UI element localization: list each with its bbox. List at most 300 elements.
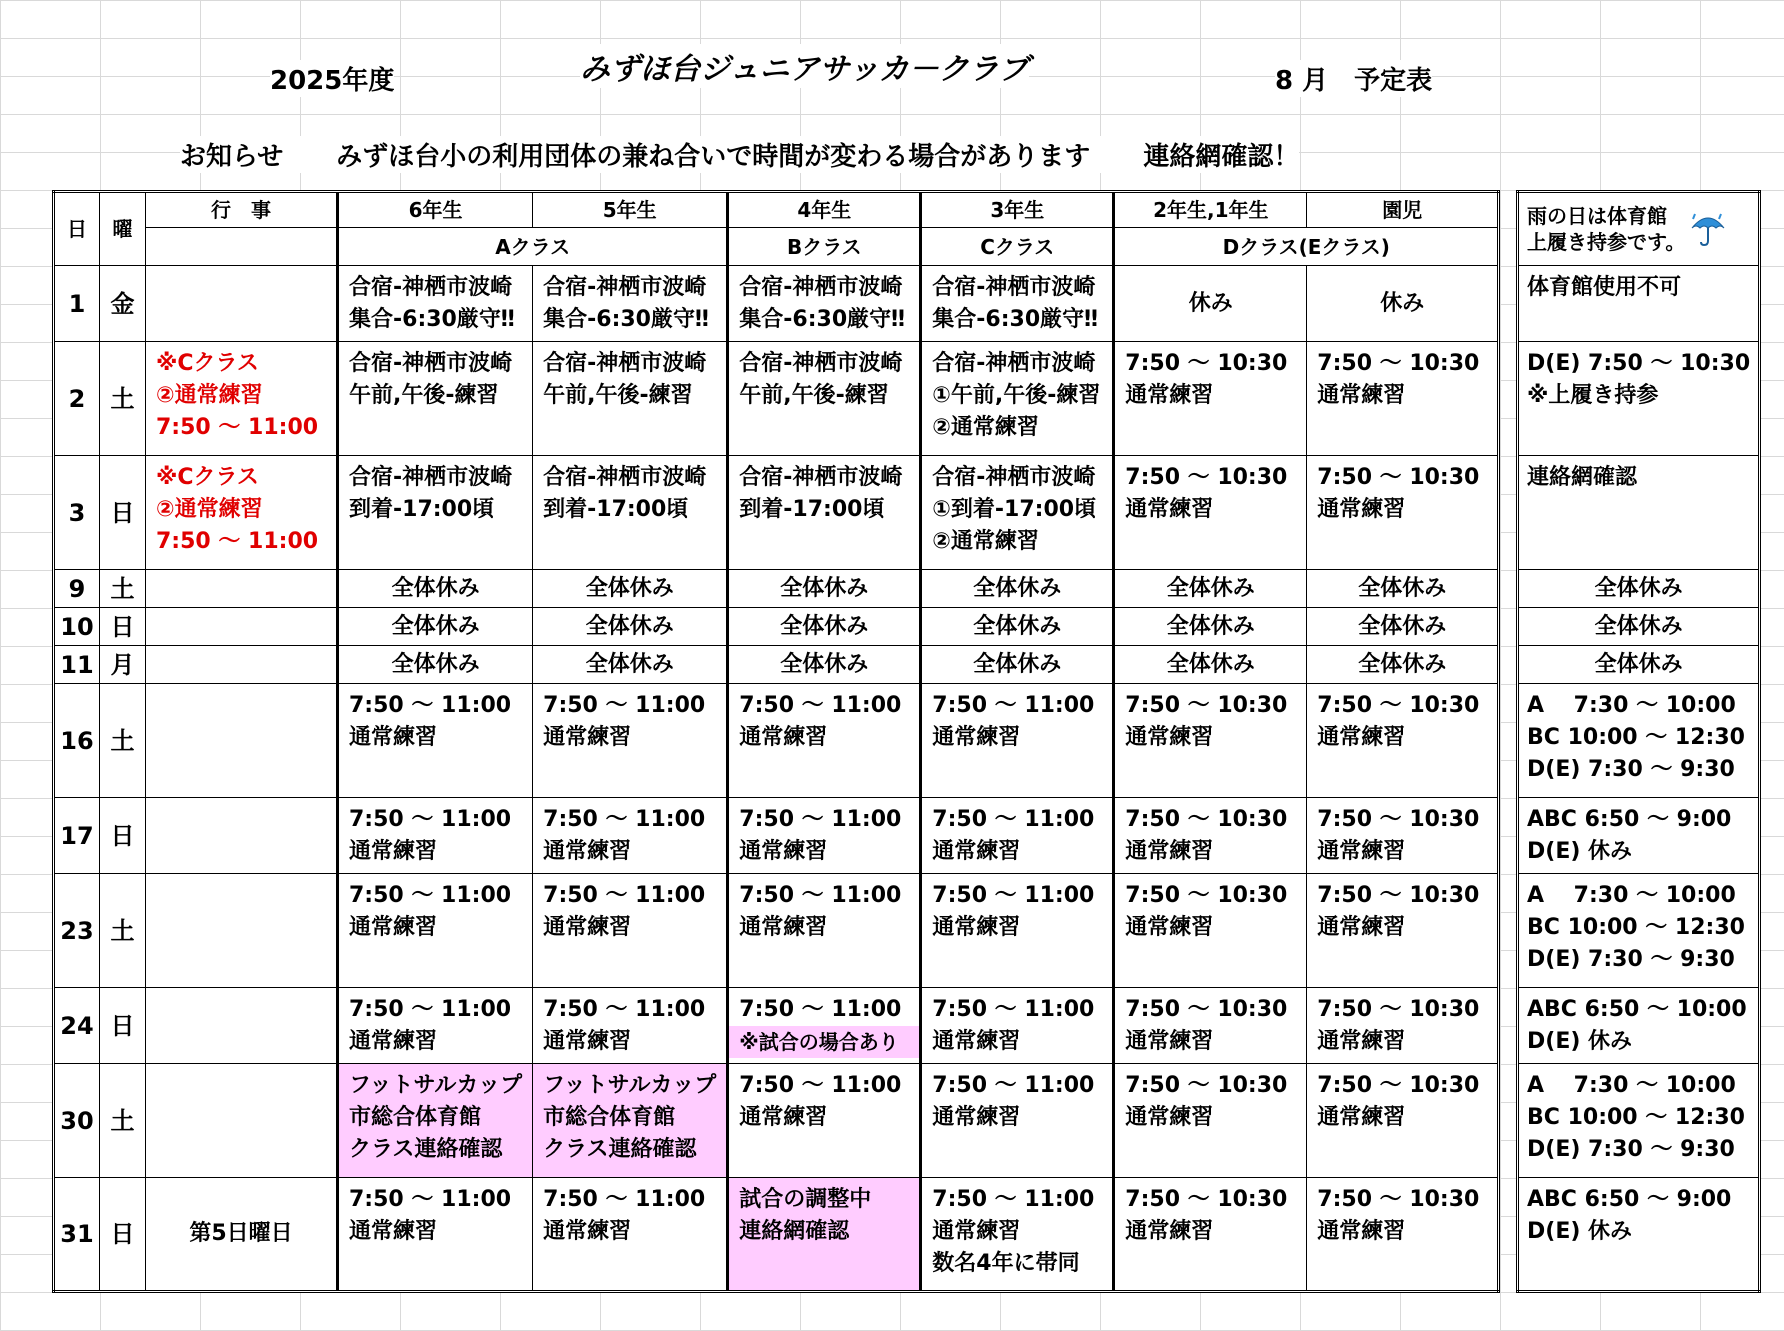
day-number: 17	[54, 798, 100, 874]
grade3-cell-line: 7:50 ～ 11:00	[932, 1073, 1095, 1098]
grade21-cell-line: 通常練習	[1125, 915, 1214, 940]
weekday: 日	[100, 1178, 146, 1292]
grade3-cell-line: ②通常練習	[932, 415, 1039, 440]
grade6-cell	[338, 798, 533, 874]
grade21-cell-line: 通常練習	[1125, 1029, 1214, 1054]
rain-row-aug-16	[1518, 684, 1760, 798]
kinder-cell-line: 休み	[1380, 290, 1425, 316]
grade5-cell	[533, 646, 728, 684]
kinder-cell-line: 7:50 ～ 10:30	[1317, 1073, 1480, 1098]
grade3-cell	[921, 646, 1114, 684]
grade4-cell	[728, 342, 921, 456]
rain-day-cell-line: A 7:30 ～ 10:00	[1527, 693, 1736, 718]
grade5-cell-line: クラス連絡確認	[543, 1137, 697, 1162]
grade5-cell-line: 合宿-神栖市波崎	[543, 351, 707, 376]
rain-row-aug-24	[1518, 988, 1760, 1064]
grade21-cell-line: 通常練習	[1125, 1219, 1214, 1244]
grade4-cell-line: 試合の調整中	[739, 1187, 872, 1212]
rain-day-cell-line: BC 10:00 ～ 12:30	[1527, 915, 1745, 940]
grade6-cell-line: 到着-17:00頃	[349, 497, 495, 522]
grade3-cell-line: 7:50 ～ 11:00	[932, 693, 1095, 718]
rain-day-cell	[1518, 874, 1760, 988]
kinder-cell-line: 7:50 ～ 10:30	[1317, 883, 1480, 908]
grade4-cell	[728, 608, 921, 646]
schedule-row-aug-31	[54, 1178, 1499, 1292]
schedule-row-aug-2	[54, 342, 1499, 456]
kinder-cell-line: 7:50 ～ 10:30	[1317, 351, 1480, 376]
rain-day-header-line2: 上履き持参です。	[1527, 230, 1686, 254]
kinder-cell	[1307, 646, 1499, 684]
grade4-cell	[728, 684, 921, 798]
rain-row-aug-9	[1518, 570, 1760, 608]
grade6-cell-line: 通常練習	[349, 725, 438, 750]
grade21-cell	[1114, 608, 1307, 646]
grade6-cell	[338, 570, 533, 608]
notice-tail: 連絡網確認！	[1143, 142, 1300, 172]
event-cell	[146, 456, 338, 570]
rain-day-cell	[1518, 266, 1760, 342]
event-cell-line: ※Cクラス	[156, 351, 259, 376]
rain-row-aug-10	[1518, 608, 1760, 646]
col-header-weekday: 曜	[100, 192, 146, 266]
col-header-grade6: 6年生	[338, 192, 533, 228]
grade4-cell-line: 全体休み	[780, 613, 869, 639]
grade5-cell	[533, 608, 728, 646]
grade6-cell-line: クラス連絡確認	[349, 1137, 503, 1162]
notice-text: みずほ台小の利用団体の兼ね合いで時間が変わる場合があります	[336, 142, 1091, 172]
rain-row-aug-3	[1518, 456, 1760, 570]
grade21-cell-line: 7:50 ～ 10:30	[1125, 693, 1288, 718]
grade5-cell	[533, 798, 728, 874]
kinder-cell	[1307, 266, 1499, 342]
grade4-cell	[728, 456, 921, 570]
rain-day-cell	[1518, 1064, 1760, 1178]
grade5-cell-line: フットサルカップ	[543, 1073, 717, 1098]
grade5-cell-line: 通常練習	[543, 1029, 632, 1054]
grade5-cell	[533, 570, 728, 608]
grade6-cell	[338, 1178, 533, 1292]
rain-day-header	[1518, 192, 1760, 266]
rain-day-cell-line: D(E) 7:30 ～ 9:30	[1527, 947, 1735, 972]
grade3-cell	[921, 874, 1114, 988]
grade4-cell-line: 7:50 ～ 11:00	[739, 807, 902, 832]
grade6-cell-line: 通常練習	[349, 839, 438, 864]
kinder-cell	[1307, 798, 1499, 874]
schedule-row-aug-16	[54, 684, 1499, 798]
grade21-cell	[1114, 342, 1307, 456]
grade6-cell-line: 合宿-神栖市波崎	[349, 465, 513, 490]
grade21-cell-line: 7:50 ～ 10:30	[1125, 807, 1288, 832]
weekday: 土	[100, 874, 146, 988]
grade21-cell-line: 通常練習	[1125, 839, 1214, 864]
weekday: 月	[100, 646, 146, 684]
grade4-cell-line: 全体休み	[780, 575, 869, 601]
grade3-cell-line: 全体休み	[973, 575, 1062, 601]
notice-row	[180, 136, 1299, 173]
grade21-cell-line: 全体休み	[1166, 651, 1255, 677]
grade4-cell	[728, 1064, 921, 1178]
grade6-cell	[338, 608, 533, 646]
weekday: 土	[100, 684, 146, 798]
rain-day-cell-line: A 7:30 ～ 10:00	[1527, 1073, 1736, 1098]
grade21-cell-line: 7:50 ～ 10:30	[1125, 997, 1288, 1022]
grade5-cell-line: 合宿-神栖市波崎	[543, 465, 707, 490]
grade21-cell-line: 通常練習	[1125, 383, 1214, 408]
kinder-cell-line: 7:50 ～ 10:30	[1317, 807, 1480, 832]
rain-row-aug-1	[1518, 266, 1760, 342]
schedule-row-aug-3	[54, 456, 1499, 570]
grade5-cell	[533, 342, 728, 456]
grade3-cell-line: 全体休み	[973, 651, 1062, 677]
rain-day-cell	[1518, 646, 1760, 684]
grade21-cell-line: 7:50 ～ 10:30	[1125, 465, 1288, 490]
day-number: 2	[54, 342, 100, 456]
notice-label: お知らせ	[180, 142, 284, 172]
rain-day-cell-line: BC 10:00 ～ 12:30	[1527, 1105, 1745, 1130]
rain-day-cell	[1518, 1178, 1760, 1292]
grade5-cell	[533, 684, 728, 798]
grade3-cell-line: 7:50 ～ 11:00	[932, 883, 1095, 908]
grade21-cell	[1114, 1178, 1307, 1292]
rain-day-cell	[1518, 342, 1760, 456]
schedule-table	[52, 190, 1500, 1293]
rain-row-aug-2	[1518, 342, 1760, 456]
grade4-cell-line: 午前,午後-練習	[739, 383, 889, 408]
rain-row-aug-11	[1518, 646, 1760, 684]
grade6-cell	[338, 266, 533, 342]
kinder-cell	[1307, 684, 1499, 798]
col-header-class-a: Aクラス	[338, 228, 728, 266]
grade6-cell-line: 全体休み	[391, 613, 480, 639]
rain-day-cell	[1518, 456, 1760, 570]
kinder-cell-line: 7:50 ～ 10:30	[1317, 997, 1480, 1022]
event-cell	[146, 1178, 338, 1292]
kinder-cell	[1307, 988, 1499, 1064]
grade5-cell-line: 全体休み	[585, 575, 674, 601]
grade21-cell	[1114, 1064, 1307, 1178]
col-header-grade21: 2年生,1年生	[1114, 192, 1307, 228]
rain-day-cell-line: D(E) 休み	[1527, 1029, 1633, 1054]
club-name-title: みずほ台ジュニアサッカ－クラブ	[580, 44, 1029, 88]
grade5-cell-line: 合宿-神栖市波崎	[543, 275, 707, 300]
col-header-class-b: Bクラス	[728, 228, 921, 266]
grade3-cell-line: 合宿-神栖市波崎	[932, 275, 1096, 300]
event-cell	[146, 684, 338, 798]
kinder-cell	[1307, 570, 1499, 608]
grade3-cell-line: 通常練習	[932, 1105, 1021, 1130]
rain-row-aug-23	[1518, 874, 1760, 988]
grade5-cell-line: 市総合体育館	[543, 1105, 676, 1130]
rain-row-aug-31	[1518, 1178, 1760, 1292]
grade6-cell-line: 合宿-神栖市波崎	[349, 275, 513, 300]
grade21-cell	[1114, 646, 1307, 684]
day-number: 30	[54, 1064, 100, 1178]
kinder-cell-line: 全体休み	[1358, 575, 1447, 601]
grade6-cell-line: 7:50 ～ 11:00	[349, 997, 512, 1022]
grade21-cell-line: 休み	[1188, 290, 1233, 316]
rain-day-header-line1: 雨の日は体育館	[1527, 204, 1667, 228]
grade4-cell-line: 合宿-神栖市波崎	[739, 465, 903, 490]
header-row-classes	[54, 228, 1499, 266]
grade3-cell-line: 7:50 ～ 11:00	[932, 1187, 1095, 1212]
schedule-row-aug-10	[54, 608, 1499, 646]
rain-day-cell-line: ※上履き持参	[1527, 383, 1659, 408]
schedule-row-aug-9	[54, 570, 1499, 608]
grade6-cell-line: 合宿-神栖市波崎	[349, 351, 513, 376]
grade6-cell	[338, 342, 533, 456]
grade6-cell-line: フットサルカップ	[349, 1073, 523, 1098]
day-number: 11	[54, 646, 100, 684]
grade5-cell-line: 通常練習	[543, 915, 632, 940]
grade5-cell	[533, 1064, 728, 1178]
grade3-cell-line: ①午前,午後-練習	[932, 383, 1101, 408]
event-cell-line: 7:50 ～ 11:00	[156, 415, 319, 440]
rain-day-cell-line: 全体休み	[1594, 651, 1683, 677]
schedule-row-aug-23	[54, 874, 1499, 988]
day-number: 24	[54, 988, 100, 1064]
grade3-cell	[921, 798, 1114, 874]
grade5-cell-line: 通常練習	[543, 1219, 632, 1244]
grade3-cell-line: 合宿-神栖市波崎	[932, 351, 1096, 376]
grade5-cell	[533, 1178, 728, 1292]
umbrella-icon	[1689, 210, 1727, 248]
grade6-cell	[338, 874, 533, 988]
grade4-cell	[728, 266, 921, 342]
grade3-cell	[921, 684, 1114, 798]
col-header-class-d: Dクラス(Eクラス)	[1114, 228, 1499, 266]
grade3-cell	[921, 456, 1114, 570]
grade3-cell-line: 通常練習	[932, 839, 1021, 864]
grade21-cell	[1114, 266, 1307, 342]
kinder-cell-line: 通常練習	[1317, 1029, 1406, 1054]
schedule-row-aug-17	[54, 798, 1499, 874]
grade4-cell-line: 通常練習	[739, 725, 828, 750]
grade4-cell-line: 全体休み	[780, 651, 869, 677]
grade4-cell-line: 合宿-神栖市波崎	[739, 275, 903, 300]
grade21-cell-line: 7:50 ～ 10:30	[1125, 1187, 1288, 1212]
grade6-cell-line: 全体休み	[391, 575, 480, 601]
grade3-cell-line: 全体休み	[973, 613, 1062, 639]
kinder-cell	[1307, 1064, 1499, 1178]
grade21-cell	[1114, 456, 1307, 570]
event-cell	[146, 342, 338, 456]
grade3-cell	[921, 988, 1114, 1064]
grade3-cell-line: 通常練習	[932, 915, 1021, 940]
rain-day-cell-line: ABC 6:50 ～ 9:00	[1527, 1187, 1732, 1212]
grade4-cell-line: 7:50 ～ 11:00	[739, 883, 902, 908]
grade4-cell-line: 連絡網確認	[739, 1219, 850, 1244]
grade4-cell	[728, 1178, 921, 1292]
kinder-cell-line: 通常練習	[1317, 839, 1406, 864]
grade3-cell	[921, 1178, 1114, 1292]
day-number: 9	[54, 570, 100, 608]
grade5-cell-line: 7:50 ～ 11:00	[543, 807, 706, 832]
grade3-cell-line: 数名4年に帯同	[932, 1251, 1080, 1276]
grade4-cell	[728, 646, 921, 684]
grade5-cell-line: 7:50 ～ 11:00	[543, 693, 706, 718]
rain-day-cell-line: BC 10:00 ～ 12:30	[1527, 725, 1745, 750]
schedule-row-aug-11	[54, 646, 1499, 684]
grade21-cell-line: 通常練習	[1125, 1105, 1214, 1130]
kinder-cell-line: 全体休み	[1358, 613, 1447, 639]
grade6-cell	[338, 646, 533, 684]
grade4-cell-line: 通常練習	[739, 915, 828, 940]
grade3-cell	[921, 608, 1114, 646]
kinder-cell-line: 通常練習	[1317, 383, 1406, 408]
grade6-cell-line: 7:50 ～ 11:00	[349, 693, 512, 718]
grade3-cell	[921, 570, 1114, 608]
day-number: 10	[54, 608, 100, 646]
grade4-cell	[728, 988, 921, 1064]
col-header-kinder: 園児	[1307, 192, 1499, 228]
grade3-cell-line: 7:50 ～ 11:00	[932, 997, 1095, 1022]
event-cell-line: ※Cクラス	[156, 465, 259, 490]
rain-day-cell-line: D(E) 休み	[1527, 839, 1633, 864]
grade5-cell-line: 7:50 ～ 11:00	[543, 1187, 706, 1212]
grade6-cell-line: 市総合体育館	[349, 1105, 482, 1130]
grade6-cell-line: 7:50 ～ 11:00	[349, 807, 512, 832]
kinder-cell	[1307, 456, 1499, 570]
rain-day-cell-line: D(E) 7:30 ～ 9:30	[1527, 757, 1735, 782]
event-cell	[146, 988, 338, 1064]
grade6-cell	[338, 988, 533, 1064]
rain-day-cell-line: 全体休み	[1594, 613, 1683, 639]
event-cell-line: ②通常練習	[156, 497, 263, 522]
grade3-cell-line: 合宿-神栖市波崎	[932, 465, 1096, 490]
grade5-cell-line: 午前,午後-練習	[543, 383, 693, 408]
grade5-cell	[533, 456, 728, 570]
col-header-event: 行 事	[146, 192, 338, 228]
grade5-cell-line: 通常練習	[543, 839, 632, 864]
event-cell	[146, 646, 338, 684]
rain-day-cell-line: A 7:30 ～ 10:00	[1527, 883, 1736, 908]
grade6-cell-line: 午前,午後-練習	[349, 383, 499, 408]
grade5-cell-line: 7:50 ～ 11:00	[543, 883, 706, 908]
grade21-cell	[1114, 570, 1307, 608]
grade21-cell	[1114, 874, 1307, 988]
grade4-cell-line: 合宿-神栖市波崎	[739, 351, 903, 376]
weekday: 日	[100, 988, 146, 1064]
event-cell	[146, 874, 338, 988]
grade5-cell-line: 全体休み	[585, 651, 674, 677]
rain-day-cell-line: 連絡網確認	[1527, 465, 1638, 490]
grade3-cell	[921, 1064, 1114, 1178]
day-number: 1	[54, 266, 100, 342]
event-cell	[146, 266, 338, 342]
event-cell-line: 第5日曜日	[189, 1221, 293, 1246]
grade6-cell	[338, 456, 533, 570]
rain-day-cell	[1518, 570, 1760, 608]
event-cell	[146, 570, 338, 608]
weekday: 日	[100, 456, 146, 570]
grade21-cell-line: 通常練習	[1125, 725, 1214, 750]
kinder-cell-line: 7:50 ～ 10:30	[1317, 1187, 1480, 1212]
schedule-row-aug-24	[54, 988, 1499, 1064]
grade5-cell	[533, 874, 728, 988]
rain-day-cell-line: D(E) 休み	[1527, 1219, 1633, 1244]
grade21-cell-line: 全体休み	[1166, 613, 1255, 639]
event-cell	[146, 798, 338, 874]
col-header-grade4: 4年生	[728, 192, 921, 228]
grade21-cell	[1114, 684, 1307, 798]
weekday: 土	[100, 570, 146, 608]
month-schedule-title: 8 月 予定表	[1275, 60, 1432, 97]
weekday: 土	[100, 1064, 146, 1178]
grade3-cell-line: 通常練習	[932, 725, 1021, 750]
rain-day-cell	[1518, 608, 1760, 646]
rain-row-aug-30	[1518, 1064, 1760, 1178]
kinder-cell	[1307, 608, 1499, 646]
rain-day-cell-line: D(E) 7:50 ～ 10:30	[1527, 351, 1751, 376]
rain-day-cell-line: D(E) 7:30 ～ 9:30	[1527, 1137, 1735, 1162]
rain-day-cell-line: ABC 6:50 ～ 10:00	[1527, 997, 1747, 1022]
grade3-cell	[921, 342, 1114, 456]
kinder-cell-line: 通常練習	[1317, 1219, 1406, 1244]
grade5-cell-line: 7:50 ～ 11:00	[543, 997, 706, 1022]
grade6-cell-line: 通常練習	[349, 1029, 438, 1054]
fiscal-year: 2025年度	[270, 60, 394, 97]
kinder-cell-line: 7:50 ～ 10:30	[1317, 693, 1480, 718]
grade21-cell-line: 全体休み	[1166, 575, 1255, 601]
grade3-cell-line: ①到着-17:00頃	[932, 497, 1097, 522]
rain-day-cell-line: ABC 6:50 ～ 9:00	[1527, 807, 1732, 832]
grade6-cell-line: 通常練習	[349, 1219, 438, 1244]
grade21-cell	[1114, 988, 1307, 1064]
grade3-cell-line: ②通常練習	[932, 529, 1039, 554]
grade4-cell-line: ※試合の場合あり	[729, 1026, 919, 1058]
grade3-cell	[921, 266, 1114, 342]
kinder-cell-line: 7:50 ～ 10:30	[1317, 465, 1480, 490]
grade4-cell-line: 通常練習	[739, 839, 828, 864]
grade6-cell	[338, 1064, 533, 1178]
col-header-class-c: Cクラス	[921, 228, 1114, 266]
col-header-grade5: 5年生	[533, 192, 728, 228]
grade6-cell-line: 7:50 ～ 11:00	[349, 883, 512, 908]
grade4-cell-line: 7:50 ～ 11:00	[739, 693, 902, 718]
header-row-grades	[54, 192, 1499, 228]
rain-day-table	[1516, 190, 1761, 1293]
kinder-cell	[1307, 1178, 1499, 1292]
grade3-cell-line: 集合-6:30厳守‼	[932, 307, 1098, 332]
rain-day-header-row	[1518, 192, 1760, 266]
event-cell-line: ②通常練習	[156, 383, 263, 408]
weekday: 日	[100, 798, 146, 874]
kinder-cell-line: 全体休み	[1358, 651, 1447, 677]
day-number: 16	[54, 684, 100, 798]
weekday: 日	[100, 608, 146, 646]
day-number: 3	[54, 456, 100, 570]
kinder-cell	[1307, 874, 1499, 988]
event-cell-line: 7:50 ～ 11:00	[156, 529, 319, 554]
weekday: 金	[100, 266, 146, 342]
grade4-cell-line: 到着-17:00頃	[739, 497, 885, 522]
grade5-cell-line: 到着-17:00頃	[543, 497, 689, 522]
weekday: 土	[100, 342, 146, 456]
grade4-cell-line: 通常練習	[739, 1105, 828, 1130]
grade21-cell-line: 7:50 ～ 10:30	[1125, 883, 1288, 908]
grade3-cell-line: 通常練習	[932, 1029, 1021, 1054]
grade3-cell-line: 通常練習	[932, 1219, 1021, 1244]
schedule-row-aug-30	[54, 1064, 1499, 1178]
grade3-cell-line: 7:50 ～ 11:00	[932, 807, 1095, 832]
grade21-cell	[1114, 798, 1307, 874]
event-cell	[146, 1064, 338, 1178]
grade6-cell-line: 集合-6:30厳守‼	[349, 307, 515, 332]
grade6-cell	[338, 684, 533, 798]
grade5-cell-line: 通常練習	[543, 725, 632, 750]
grade5-cell	[533, 988, 728, 1064]
grade21-cell-line: 7:50 ～ 10:30	[1125, 1073, 1288, 1098]
